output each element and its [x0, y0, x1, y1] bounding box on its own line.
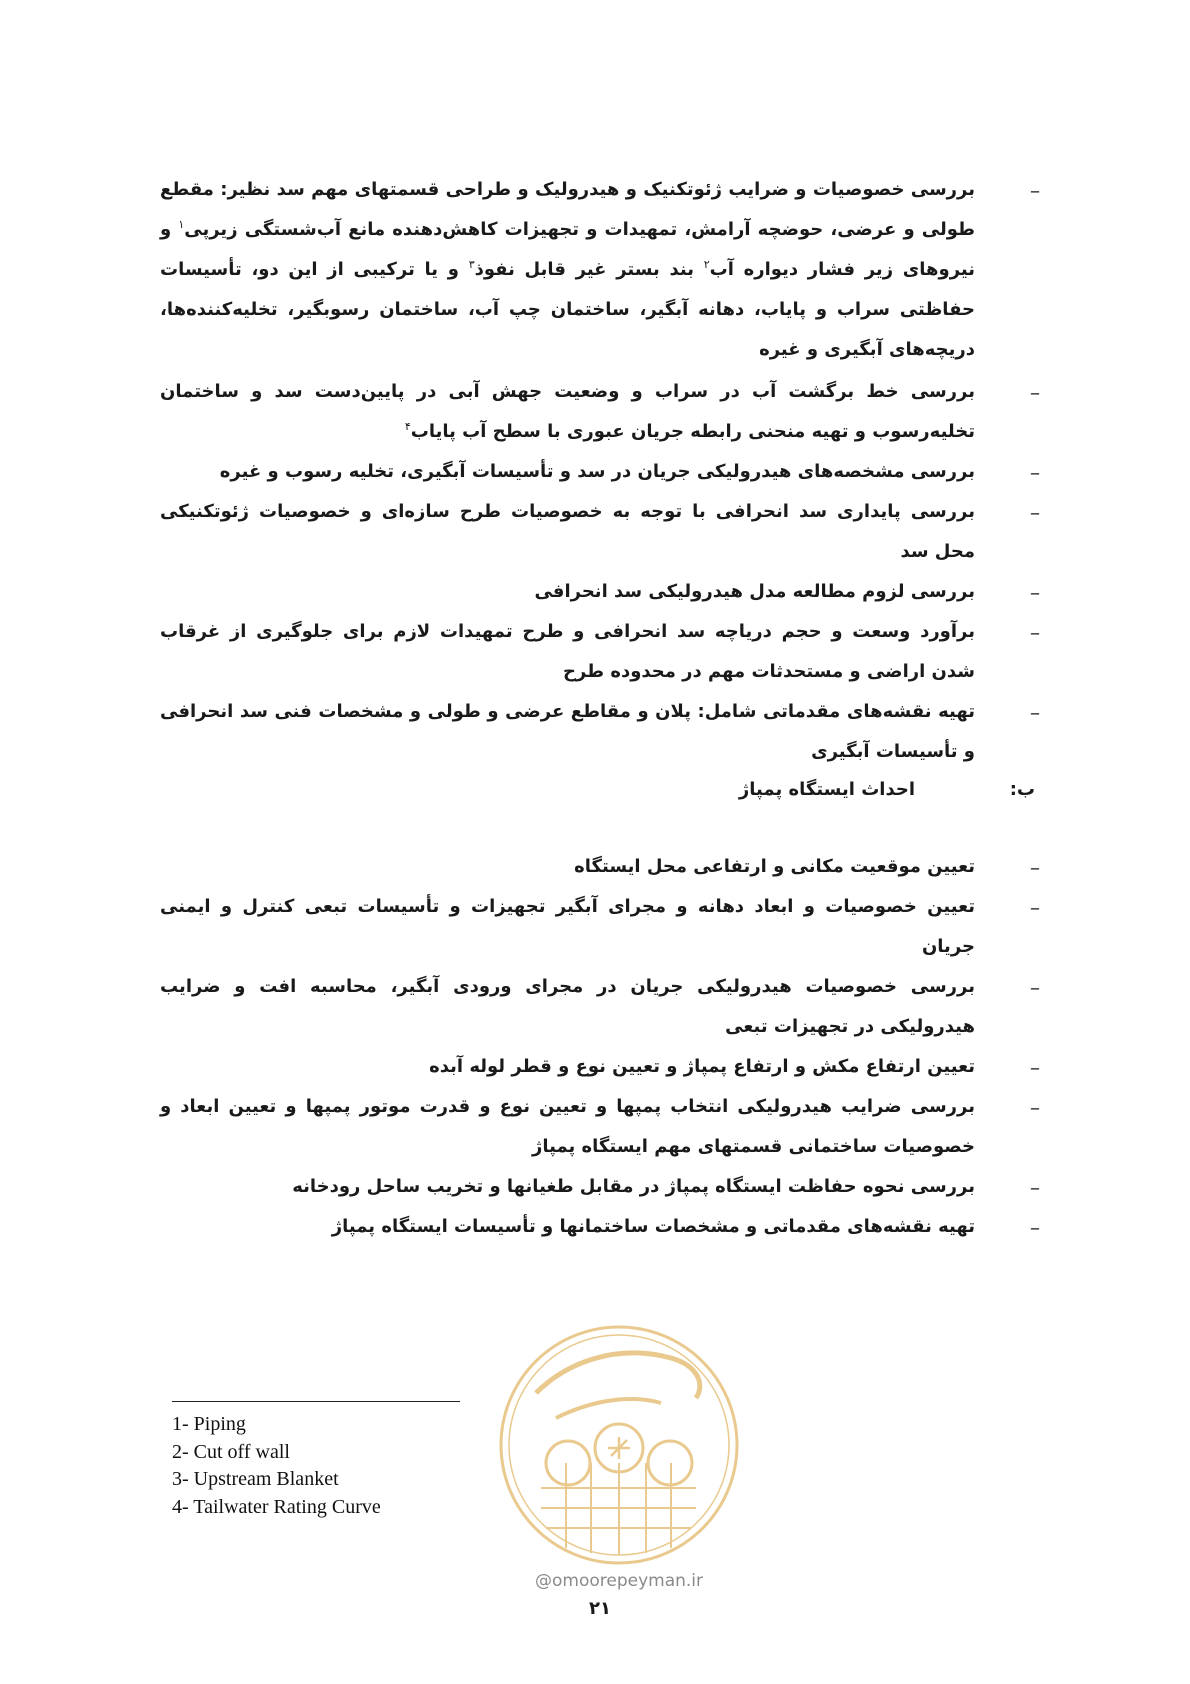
list-item: – بررسی خط برگشت آب در سراب و وضعیت جهش آبی در پایین‌دست سد و ساختمان تخلیه‌رسوب و تهیه منحنی رابطه جریان عبوری با سطح آب پایاب$^۴$ — [160, 372, 975, 452]
list-item: – برآورد وسعت و حجم دریاچه سد انحرافی و طرح تمهیدات لازم برای جلوگیری از غرقاب شدن اراضی و مستحدثات مهم در محدوده طرح — [160, 612, 975, 692]
seal-script-stroke — [556, 1399, 661, 1418]
watermark-url: @omoorepeyman.ir — [534, 1571, 704, 1591]
footnote-ref: ۲ — [703, 258, 710, 271]
dash-bullet: – — [1030, 380, 1040, 404]
list-item: – تهیه نقشه‌های مقدماتی شامل: پلان و مقاطع عرضی و طولی و مشخصات فنی سد انحرافی و تأسیسات آبگیری — [160, 692, 975, 772]
footnote-ref: ۴ — [404, 420, 411, 433]
list-item: – بررسی خصوصیات هیدرولیکی جریان در مجرای ورودی آبگیر، محاسبه افت و ضرایب هیدرولیکی در تجهیزات تبعی — [160, 967, 975, 1047]
dash-bullet: – — [1030, 620, 1040, 644]
footnote: 1- Piping — [172, 1413, 246, 1435]
page-number: ۲۱ — [589, 1598, 611, 1619]
list-item: – تعیین ارتفاع مکش و ارتفاع پمپاژ و تعیین نوع و قطر لوله آبده — [160, 1047, 975, 1087]
list-item: – تعیین موقعیت مکانی و ارتفاعی محل ایستگاه — [160, 847, 975, 887]
list-item: – تهیه نقشه‌های مقدماتی و مشخصات ساختمانها و تأسیسات ایستگاه پمپاژ — [160, 1207, 975, 1247]
scales-icon — [608, 1437, 630, 1459]
section-heading-b — [739, 770, 1035, 810]
dash-bullet: – — [1030, 855, 1040, 879]
footnotes — [172, 1411, 381, 1521]
dash-bullet: – — [1030, 500, 1040, 524]
section-title: احداث ایستگاه پمپاژ — [738, 779, 915, 800]
dash-bullet: – — [1030, 1175, 1040, 1199]
footnote-divider — [172, 1401, 460, 1402]
gear-icon — [546, 1441, 590, 1485]
dash-bullet: – — [1030, 895, 1040, 919]
seal-script-stroke — [536, 1353, 700, 1398]
requirements-list-a — [160, 170, 1040, 772]
dash-bullet: – — [1030, 975, 1040, 999]
dash-bullet: – — [1030, 460, 1040, 484]
dash-bullet: – — [1030, 580, 1040, 604]
dash-bullet: – — [1030, 700, 1040, 724]
dash-bullet: – — [1030, 1215, 1040, 1239]
watermark-seal — [496, 1323, 742, 1568]
dash-bullet: – — [1030, 1055, 1040, 1079]
list-item: – بررسی ضرایب هیدرولیکی انتخاب پمپها و تعیین نوع و قدرت موتور پمپها و تعیین ابعاد و خصوصیات ساختمانی قسمتهای مهم ایستگاه پمپاژ — [160, 1087, 975, 1167]
list-item: – بررسی نحوه حفاظت ایستگاه پمپاژ در مقابل طغیانها و تخریب ساحل رودخانه — [160, 1167, 975, 1207]
footnote: 3- Upstream Blanket — [172, 1468, 339, 1490]
footnote: 4- Tailwater Rating Curve — [172, 1495, 381, 1518]
list-item: – تعیین خصوصیات و ابعاد دهانه و مجرای آبگیر تجهیزات و تأسیسات تبعی کنترل و ایمنی جریان — [160, 887, 975, 967]
footnote-ref: ۱ — [178, 218, 185, 231]
list-item: – بررسی لزوم مطالعه مدل هیدرولیکی سد انحرافی — [160, 572, 975, 612]
footnote: 2- Cut off wall — [172, 1440, 290, 1463]
list-item: – بررسی مشخصه‌های هیدرولیکی جریان در سد و تأسیسات آبگیری، تخلیه رسوب و غیره — [160, 452, 975, 492]
list-item: – بررسی پایداری سد انحرافی با توجه به خصوصیات طرح سازه‌ای و خصوصیات ژئوتکنیکی محل سد — [160, 492, 975, 572]
dash-bullet: – — [1030, 178, 1040, 202]
footnote-ref: ۳ — [468, 258, 475, 271]
section-letter: ب: — [1009, 779, 1035, 800]
list-item: – بررسی خصوصیات و ضرایب ژئوتکنیک و هیدرولیک و طراحی قسمتهای مهم سد نظیر: مقطع طولی و عرضی، حوضچه آرامش، تمهیدات و تجهیزات کاهش‌دهنده مانع آب‌شستگی زیرپی$^۱$ و نیروهای زیر فشار دیواره آب$^۲$ بند بستر غیر قابل نفوذ$^۳$ و یا ترکیبی از این دو، تأسیسات حفاظتی سراب و پایاب، دهانه آبگیر، ساختمان چپ آب، ساختمان رسوبگیر، تخلیه‌کننده‌ها، دریچه‌های آبگیری و غیره — [160, 170, 975, 370]
requirements-list-b — [160, 847, 1040, 1247]
dash-bullet: – — [1030, 1095, 1040, 1119]
